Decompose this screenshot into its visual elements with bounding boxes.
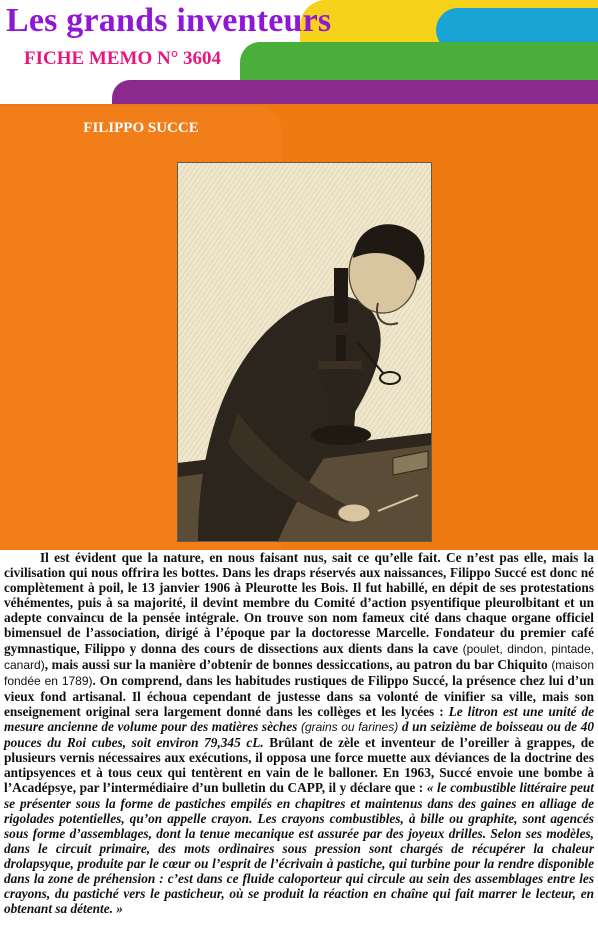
article-body bbox=[4, 550, 594, 916]
article-aside: (maison fondée en 1789) bbox=[4, 657, 594, 688]
engraving-image bbox=[178, 163, 431, 541]
article-paragraph: Il est évident que la nature, en nous faisant nus, sait ce qu’elle fait. Ce n’est pas elle, mais la civilisation qui nous offrira les bottes. Dans les draps réservés aux naissances, Filippo Succé est donc né complètement à poil, le 13 janvier 1906 à Pleurotte les Bois. Il fut habillé, en dépit de ses protestations véhémentes, puis à sa majorité, il devint membre du Comité d’action psyentifique pleurolbitant et un adepte convaincu de la pensée intégrale. On trouve son nom fameux cité dans chaque organe officiel bimensuel de l’association, dirigé à l’époque par la doctoresse Marcelle. Fondateur du premier café gymnastique, Filippo y donna des cours de dissections aux dients dans la cave bbox=[4, 550, 594, 656]
article-aside: (poulet, dindon, pintade, canard) bbox=[4, 641, 594, 672]
green-band bbox=[240, 42, 598, 82]
article-quote: Le litron est une unité de mesure ancienne de volume pour des matières sèches bbox=[4, 703, 594, 735]
inventor-illustration bbox=[177, 162, 432, 542]
inventor-name: FILIPPO SUCCE bbox=[83, 120, 199, 136]
article-aside: (grains ou farines) bbox=[300, 720, 399, 735]
article-paragraph: , mais aussi sur la manière d’obtenir de bonnes dessiccations, au patron du bar Chiquito bbox=[44, 656, 552, 672]
article-quote: d un seizième de boisseau ou de 40 pouces du Roi cubes, soit environ 79,345 cL. bbox=[4, 719, 594, 751]
article-paragraph: Brûlant de zèle et inventeur de l’oreiller à grappes, de plusieurs vernis nécessaires aux exécutions, il opposa une force muette aux déviances de la doctrine des antipsyences et à tous ceux qui tentèrent en vain de le balloner. En 1963, Succé envoie une bombe à l’Acadépsye, par l’intermédiaire d’un bulletin du CAPP, il y déclare que : bbox=[4, 735, 594, 796]
memo-number: FICHE MEMO N° 3604 bbox=[24, 48, 222, 69]
article-paragraph: . On comprend, dans les habitudes rustiques de Filippo Succé, la présence chez lui d’un vieux fond artisanal. Il échoua cependant de justesse dans sa volonté de vinifier sa ville, mais son enseignement original sera largement donné dans les collèges et les lycées : bbox=[4, 672, 594, 719]
article-quote: « le combustible littéraire peut se présenter sous la forme de pastiches empilés en chapitres et maintenus dans des gaines en alliage de rigolades potentielles, qu’on appelle crayon. Les crayons combustibles, à bille ou graphite, sont agencés sous forme d’assemblages, dont la tenue mecanique est assurée par des joyeux drilles. Selon ses modèles, dans le circuit primaire, des mots ordinaires sous pression sont chargés de récupérer la chaleur drolapsyque, produite par le cœur ou l’esprit de l’écrivain à pastiche, qui turbine pour la rendre disponible dans la zone de préhension : c’est dans ce fluide caloporteur qui circule au sein des assemblages entre les crayons, du pastiché vers le pasticheur, où se produit la réaction en chaîne qui fait marrer le lecteur, en obtenant sa détente. » bbox=[4, 780, 594, 917]
page-title: Les grands inventeurs bbox=[6, 2, 332, 39]
